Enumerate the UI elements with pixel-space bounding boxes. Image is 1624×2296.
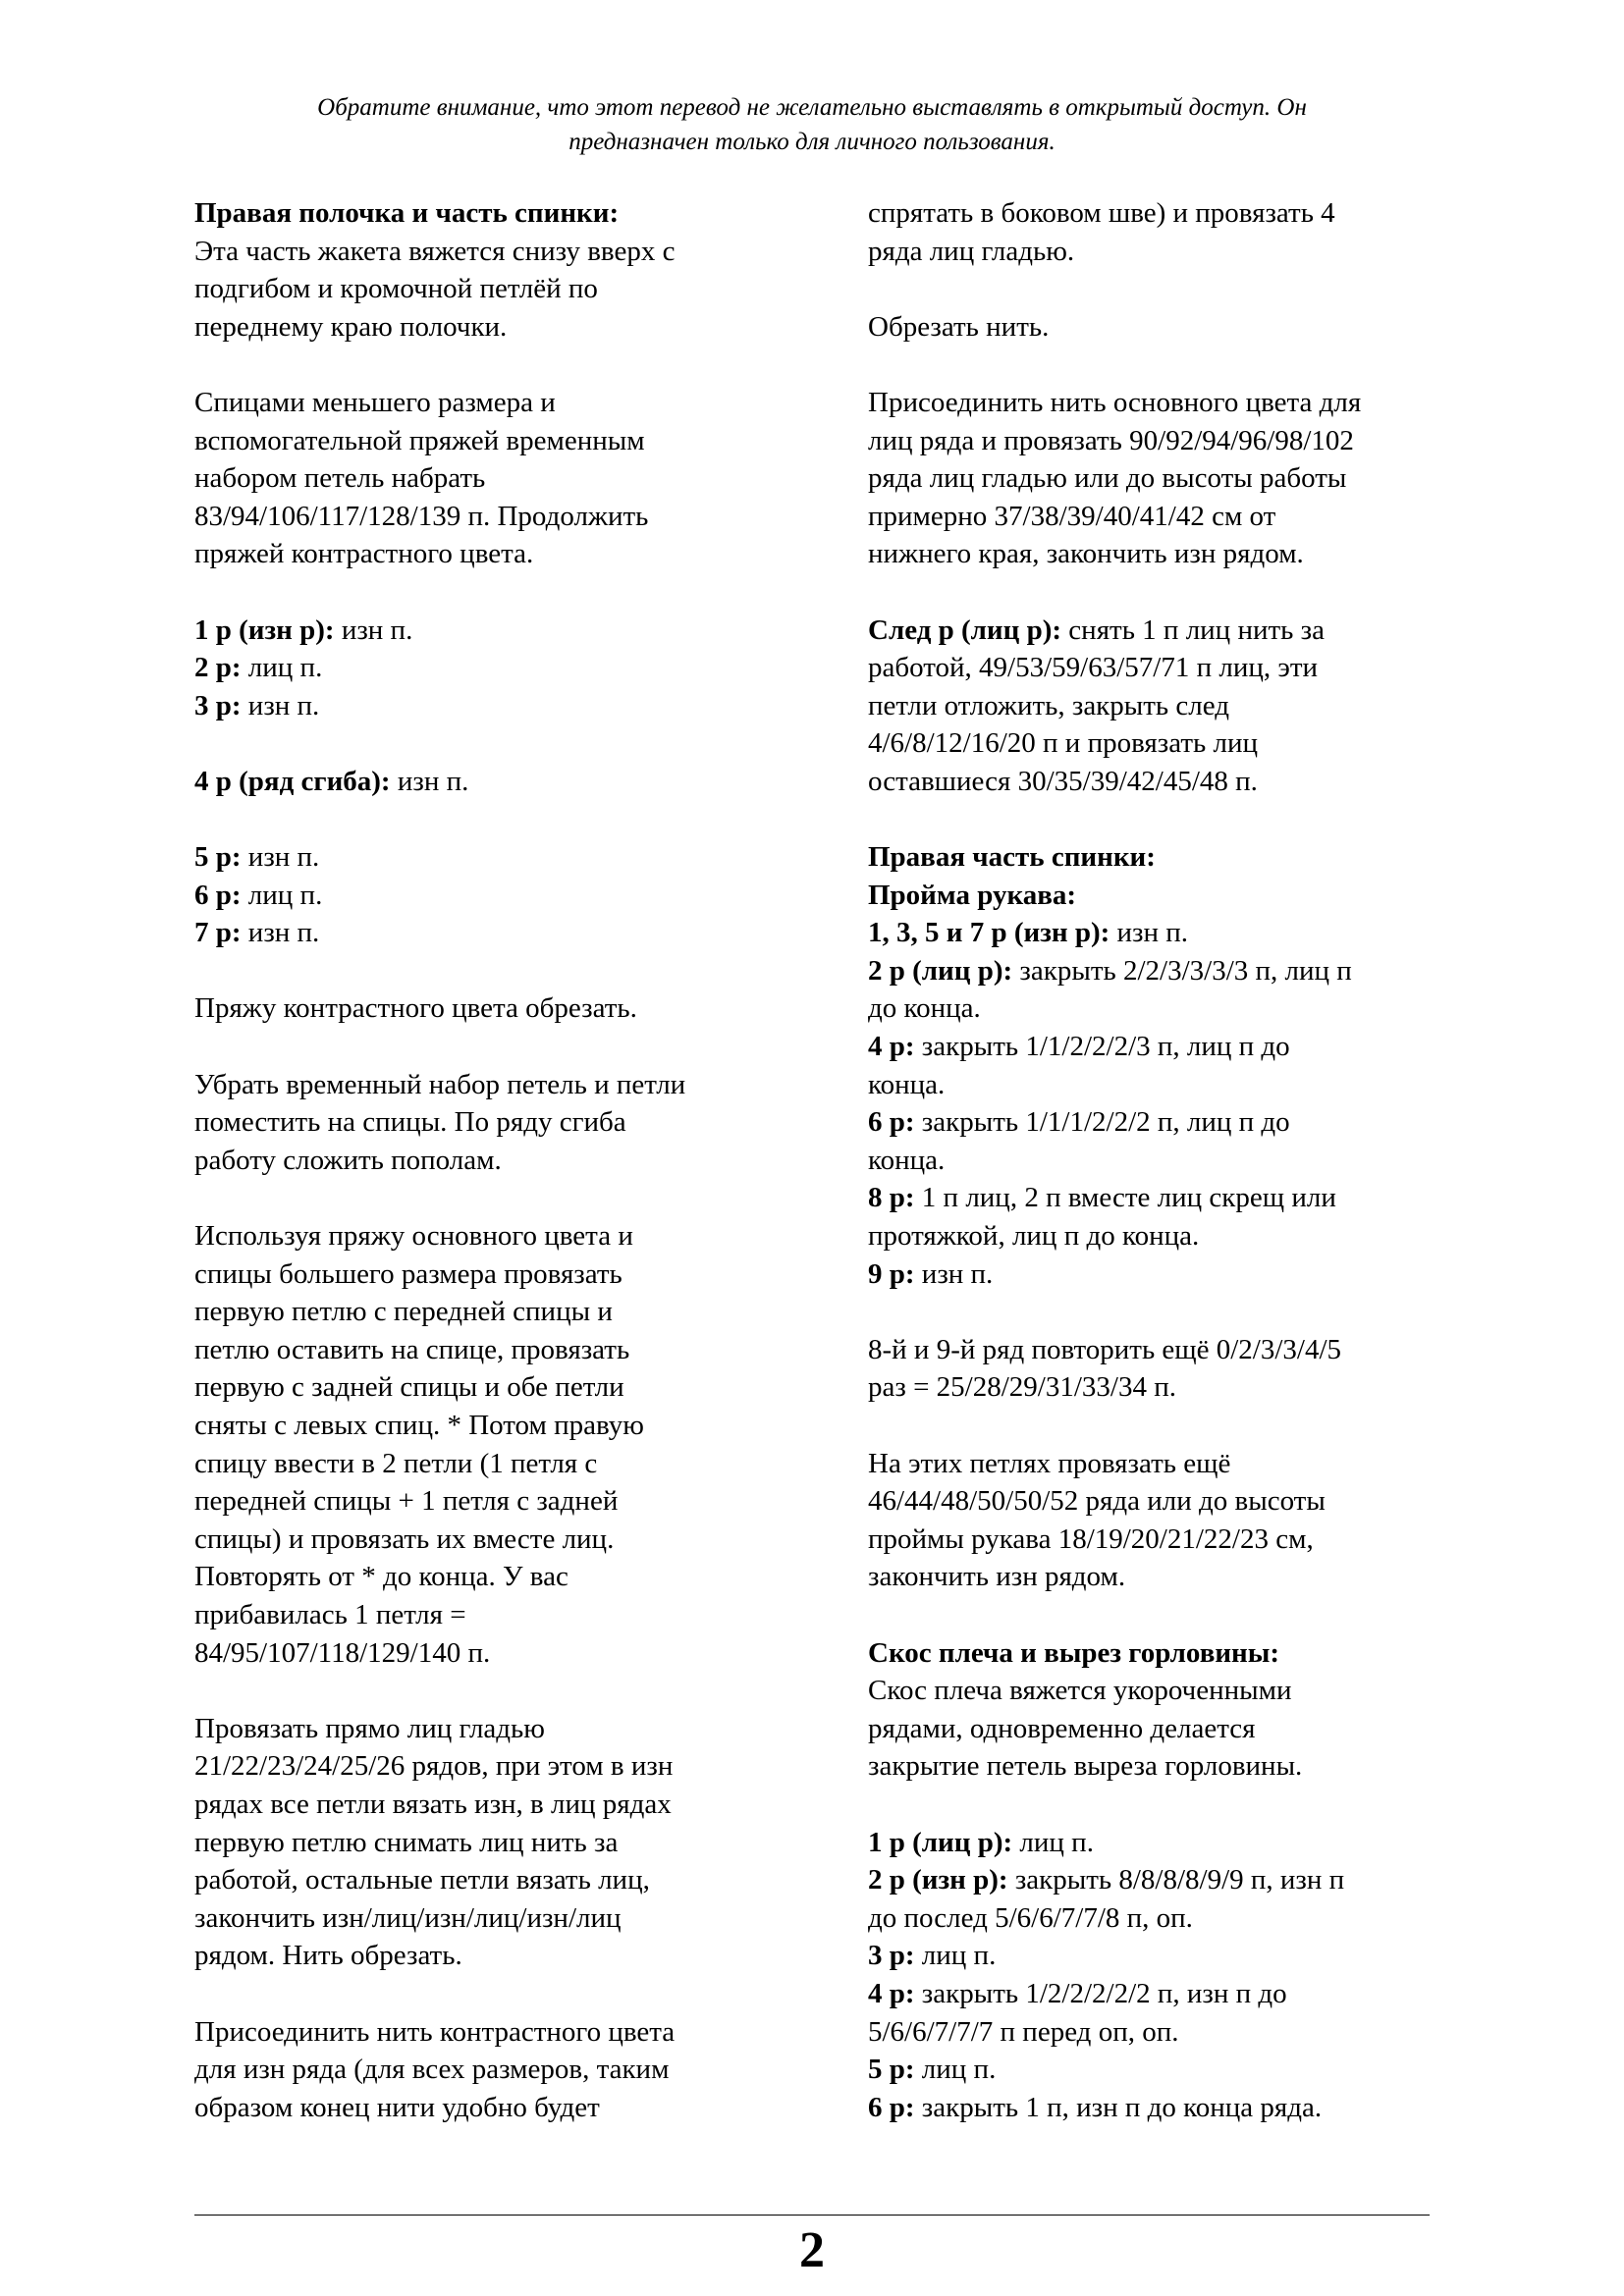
- line-text: Скос плеча вяжется укороченными: [868, 1675, 1292, 1707]
- text-line: [868, 724, 1467, 763]
- text-paragraph: [194, 612, 784, 725]
- text-line: [868, 763, 1467, 801]
- text-line: [868, 535, 1467, 573]
- bold-label: 2 р:: [194, 652, 242, 684]
- text-line: [868, 498, 1467, 536]
- line-text: рядами, одновременно делается: [868, 1712, 1256, 1744]
- text-line: [868, 1331, 1467, 1369]
- line-text: спицы большего размера провязать: [194, 1257, 623, 1290]
- text-line: [868, 194, 1467, 233]
- bold-label: 3 р:: [194, 689, 242, 721]
- text-line: [194, 1747, 784, 1786]
- text-line: [194, 2013, 784, 2052]
- line-text: снять 1 п лиц нить за: [1061, 614, 1325, 646]
- text-line: [868, 1445, 1467, 1483]
- line-text: поместить на спицы. По ряду сгиба: [194, 1106, 626, 1139]
- text-line: [194, 233, 784, 271]
- text-line: [868, 2051, 1467, 2089]
- line-text: до послед 5/6/6/7/7/8 п, оп.: [868, 1901, 1193, 1934]
- text-line: [868, 1861, 1467, 1899]
- text-line: [868, 1368, 1467, 1407]
- text-line: [868, 1824, 1467, 1862]
- line-text: Эта часть жакета вяжется снизу вверх с: [194, 235, 676, 267]
- line-text: закрыть 1/1/2/2/2/3 п, лиц п до: [914, 1031, 1290, 1063]
- text-line: [868, 877, 1467, 915]
- text-line: [868, 422, 1467, 460]
- text-line: [868, 1482, 1467, 1521]
- text-line: [868, 612, 1467, 650]
- line-text: лиц п.: [914, 2054, 997, 2086]
- line-text: передней спицы + 1 петля с задней: [194, 1485, 619, 1518]
- line-text: лиц п.: [241, 652, 323, 684]
- line-text: Спицами меньшего размера и: [194, 386, 556, 418]
- text-paragraph: [868, 838, 1467, 1293]
- line-text: изн п.: [390, 765, 469, 797]
- text-line: [194, 1293, 784, 1331]
- text-line: [194, 1407, 784, 1445]
- line-text: петли отложить, закрыть след: [868, 689, 1229, 721]
- text-line: [194, 1596, 784, 1634]
- text-line: [868, 1028, 1467, 1066]
- line-text: примерно 37/38/39/40/41/42 см от: [868, 500, 1276, 532]
- text-line: [194, 877, 784, 915]
- bold-label: Скос плеча и вырез горловины:: [868, 1636, 1280, 1669]
- text-line: [868, 1103, 1467, 1142]
- line-text: работой, 49/53/59/63/57/71 п лиц, эти: [868, 652, 1319, 684]
- line-text: оставшиеся 30/35/39/42/45/48 п.: [868, 765, 1258, 797]
- line-text: лиц п.: [914, 1940, 997, 1972]
- text-line: [194, 1066, 784, 1104]
- notice-line: предназначен только для личного пользования.: [568, 129, 1056, 155]
- line-text: Обрезать нить.: [868, 310, 1050, 343]
- line-text: петлю оставить на спице, провязать: [194, 1333, 630, 1365]
- footer-divider: [194, 2215, 1430, 2216]
- line-text: Провязать прямо лиц гладью: [194, 1712, 545, 1744]
- text-line: [868, 838, 1467, 877]
- bold-label: 6 р:: [868, 1106, 915, 1139]
- text-line: [194, 1445, 784, 1483]
- line-text: лиц п.: [1012, 1826, 1094, 1858]
- text-line: [194, 1482, 784, 1521]
- text-line: [868, 1142, 1467, 1180]
- bold-label: Правая полочка и часть спинки:: [194, 197, 620, 229]
- text-line: [194, 1824, 784, 1862]
- text-line: [868, 308, 1467, 347]
- line-text: первую с задней спицы и обе петли: [194, 1371, 624, 1404]
- text-paragraph: [868, 1445, 1467, 1596]
- text-line: [868, 914, 1467, 952]
- line-text: спицу ввести в 2 петли (1 петля с: [194, 1447, 598, 1479]
- line-text: закрыть 1/2/2/2/2/2 п, изн п до: [914, 1977, 1287, 2009]
- text-line: [868, 687, 1467, 725]
- text-line: [868, 1217, 1467, 1255]
- text-line: [194, 1521, 784, 1559]
- text-line: [194, 1899, 784, 1938]
- text-line: [194, 1710, 784, 1748]
- text-line: [194, 308, 784, 347]
- text-line: [194, 2089, 784, 2127]
- bold-label: 5 р:: [194, 841, 242, 874]
- line-text: нижнего края, закончить изн рядом.: [868, 538, 1304, 570]
- text-line: [868, 649, 1467, 687]
- line-text: первую петлю с передней спицы и: [194, 1296, 613, 1328]
- text-line: [868, 989, 1467, 1028]
- bold-label: 1 р (изн р):: [194, 614, 335, 646]
- text-paragraph: [194, 2013, 784, 2127]
- line-text: закрытие петель выреза горловины.: [868, 1750, 1303, 1783]
- text-line: [194, 989, 784, 1028]
- line-text: 83/94/106/117/128/139 п. Продолжить: [194, 500, 649, 532]
- line-text: раз = 25/28/29/31/33/34 п.: [868, 1371, 1176, 1404]
- line-text: рядом. Нить обрезать.: [194, 1940, 462, 1972]
- left-column: [194, 194, 784, 2164]
- line-text: спицы) и провязать их вместе лиц.: [194, 1522, 615, 1555]
- line-text: работу сложить пополам.: [194, 1144, 502, 1176]
- text-paragraph: [194, 989, 784, 1028]
- text-line: [194, 384, 784, 422]
- text-line: [194, 1255, 784, 1294]
- line-text: закрыть 1 п, изн п до конца ряда.: [914, 2091, 1323, 2123]
- text-line: [868, 1179, 1467, 1217]
- text-line: [194, 459, 784, 498]
- text-line: [194, 1142, 784, 1180]
- line-text: набором петель набрать: [194, 462, 486, 495]
- line-text: Присоединить нить основного цвета для: [868, 386, 1362, 418]
- notice-line: Обратите внимание, что этот перевод не желательно выставлять в открытый доступ. Он: [317, 94, 1307, 121]
- text-line: [194, 270, 784, 308]
- line-text: переднему краю полочки.: [194, 310, 508, 343]
- text-line: [868, 1975, 1467, 2013]
- line-text: до конца.: [868, 992, 981, 1025]
- text-paragraph: [194, 194, 784, 346]
- text-paragraph: [194, 1066, 784, 1180]
- bold-label: 4 р (ряд сгиба):: [194, 765, 391, 797]
- text-line: [194, 498, 784, 536]
- text-paragraph: [868, 1331, 1467, 1407]
- text-line: [194, 422, 784, 460]
- text-line: [194, 763, 784, 801]
- line-text: 84/95/107/118/129/140 п.: [194, 1636, 491, 1669]
- line-text: Убрать временный набор петель и петли: [194, 1068, 686, 1100]
- text-line: [868, 1710, 1467, 1748]
- bold-label: 7 р:: [194, 917, 242, 949]
- bold-label: 9 р:: [868, 1257, 915, 1290]
- text-line: [194, 1331, 784, 1369]
- text-paragraph: [868, 1634, 1467, 1786]
- text-line: [868, 952, 1467, 990]
- text-line: [194, 1558, 784, 1596]
- text-line: [194, 1937, 784, 1975]
- line-text: 4/6/8/12/16/20 п и провязать лиц: [868, 727, 1258, 760]
- line-text: вспомогательной пряжей временным: [194, 424, 645, 456]
- line-text: 21/22/23/24/25/26 рядов, при этом в изн: [194, 1750, 674, 1783]
- line-text: изн п.: [241, 689, 320, 721]
- text-line: [868, 1747, 1467, 1786]
- line-text: работой, остальные петли вязать лиц,: [194, 1864, 650, 1896]
- text-line: [194, 194, 784, 233]
- text-line: [868, 459, 1467, 498]
- text-line: [868, 2089, 1467, 2127]
- line-text: 1 п лиц, 2 п вместе лиц скрещ или: [914, 1182, 1336, 1214]
- bold-label: Пройма рукава:: [868, 879, 1077, 911]
- text-line: [868, 1066, 1467, 1104]
- text-line: [868, 384, 1467, 422]
- text-paragraph: [868, 308, 1467, 347]
- bold-label: 2 р (изн р):: [868, 1864, 1008, 1896]
- text-line: [194, 914, 784, 952]
- text-line: [868, 1255, 1467, 1294]
- bold-label: След р (лиц р):: [868, 614, 1062, 646]
- line-text: изн п.: [241, 841, 320, 874]
- text-line: [194, 687, 784, 725]
- bold-label: 3 р:: [868, 1940, 915, 1972]
- line-text: закрыть 8/8/8/8/9/9 п, изн п: [1007, 1864, 1345, 1896]
- text-line: [868, 2013, 1467, 2052]
- line-text: закончить изн рядом.: [868, 1561, 1126, 1593]
- text-line: [868, 233, 1467, 271]
- text-line: [194, 612, 784, 650]
- text-line: [868, 1899, 1467, 1938]
- bold-label: Правая часть спинки:: [868, 841, 1156, 874]
- line-text: лиц п.: [241, 879, 323, 911]
- line-text: проймы рукава 18/19/20/21/22/23 см,: [868, 1522, 1314, 1555]
- text-line: [194, 535, 784, 573]
- bold-label: 4 р:: [868, 1977, 915, 2009]
- text-line: [194, 1103, 784, 1142]
- line-text: прибавилась 1 петля =: [194, 1598, 466, 1630]
- text-paragraph: [194, 1710, 784, 1975]
- text-line: [868, 1634, 1467, 1673]
- page-number: 2: [799, 2222, 825, 2278]
- line-text: рядах все петли вязать изн, в лиц рядах: [194, 1788, 672, 1820]
- line-text: ряда лиц гладью или до высоты работы: [868, 462, 1347, 495]
- line-text: Используя пряжу основного цвета и: [194, 1220, 633, 1253]
- line-text: Повторять от * до конца. У вас: [194, 1561, 568, 1593]
- line-text: закончить изн/лиц/изн/лиц/изн/лиц: [194, 1901, 622, 1934]
- text-paragraph: [868, 384, 1467, 573]
- bold-label: 8 р:: [868, 1182, 915, 1214]
- line-text: лиц ряда и провязать 90/92/94/96/98/102: [868, 424, 1354, 456]
- line-text: 46/44/48/50/50/52 ряда или до высоты: [868, 1485, 1326, 1518]
- line-text: конца.: [868, 1144, 946, 1176]
- text-paragraph: [194, 384, 784, 573]
- text-line: [194, 1786, 784, 1824]
- line-text: изн п.: [1110, 917, 1189, 949]
- line-text: Пряжу контрастного цвета обрезать.: [194, 992, 637, 1025]
- bold-label: 1, 3, 5 и 7 р (изн р):: [868, 917, 1110, 949]
- line-text: закрыть 2/2/3/3/3/3 п, лиц п: [1012, 954, 1352, 987]
- text-paragraph: [868, 612, 1467, 801]
- text-line: [194, 838, 784, 877]
- text-line: [194, 2051, 784, 2089]
- text-line: [868, 1937, 1467, 1975]
- line-text: 8-й и 9-й ряд повторить ещё 0/2/3/3/4/5: [868, 1333, 1342, 1365]
- line-text: подгибом и кромочной петлёй по: [194, 273, 598, 305]
- line-text: Присоединить нить контрастного цвета: [194, 2015, 676, 2048]
- right-column: [868, 194, 1467, 2164]
- line-text: конца.: [868, 1068, 946, 1100]
- line-text: ряда лиц гладью.: [868, 235, 1075, 267]
- line-text: протяжкой, лиц п до конца.: [868, 1220, 1200, 1253]
- line-text: образом конец нити удобно будет: [194, 2091, 600, 2123]
- text-line: [194, 649, 784, 687]
- copyright-notice: [196, 90, 1428, 159]
- text-line: [194, 1634, 784, 1673]
- bold-label: 6 р:: [194, 879, 242, 911]
- line-text: первую петлю снимать лиц нить за: [194, 1826, 619, 1858]
- bold-label: 1 р (лиц р):: [868, 1826, 1013, 1858]
- text-line: [194, 1217, 784, 1255]
- text-line: [868, 1558, 1467, 1596]
- line-text: изн п.: [334, 614, 413, 646]
- bold-label: 6 р:: [868, 2091, 915, 2123]
- text-line: [868, 1672, 1467, 1710]
- text-paragraph: [194, 1217, 784, 1672]
- text-line: [194, 1861, 784, 1899]
- line-text: изн п.: [914, 1257, 994, 1290]
- line-text: На этих петлях провязать ещё: [868, 1447, 1231, 1479]
- line-text: пряжей контрастного цвета.: [194, 538, 534, 570]
- bold-label: 4 р:: [868, 1031, 915, 1063]
- line-text: спрятать в боковом шве) и провязать 4: [868, 197, 1335, 229]
- bold-label: 5 р:: [868, 2054, 915, 2086]
- text-line: [194, 1368, 784, 1407]
- text-paragraph: [194, 838, 784, 952]
- text-paragraph: [868, 194, 1467, 270]
- text-line: [868, 1521, 1467, 1559]
- text-paragraph: [194, 763, 784, 801]
- line-text: сняты с левых спиц. * Потом правую: [194, 1410, 644, 1441]
- line-text: для изн ряда (для всех размеров, таким: [194, 2054, 670, 2086]
- line-text: закрыть 1/1/1/2/2/2 п, лиц п до: [914, 1106, 1290, 1139]
- line-text: изн п.: [241, 917, 320, 949]
- line-text: 5/6/6/7/7/7 п перед оп, оп.: [868, 2015, 1179, 2048]
- bold-label: 2 р (лиц р):: [868, 954, 1013, 987]
- text-paragraph: [868, 1824, 1467, 2127]
